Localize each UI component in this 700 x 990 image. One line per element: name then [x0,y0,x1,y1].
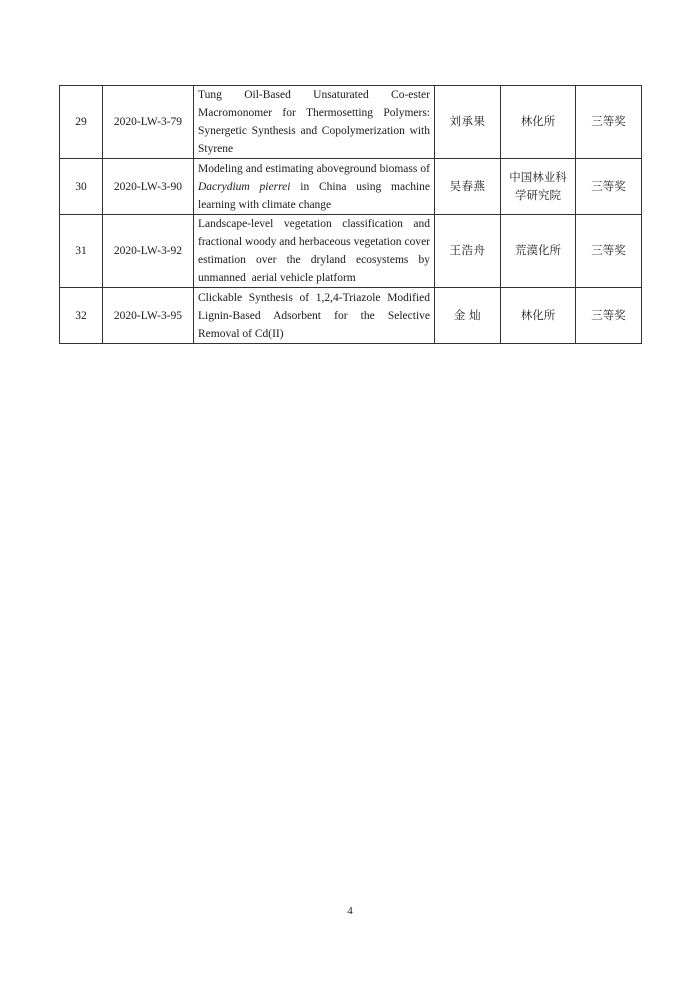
institution: 林化所 [501,288,576,344]
author-name [435,288,501,344]
author-name-text: 王浩舟 [449,245,486,257]
awards-table [59,85,642,344]
row-number: 29 [60,86,103,159]
awards-table-body [60,86,642,344]
award-code: 2020-LW-3-90 [103,159,194,215]
row-number: 30 [60,159,103,215]
paper-title-text: Tung Oil-Based Unsaturated Co-ester Macromonomer for Thermosetting Polymers: Synergetic Synthesis and Copolymerization with Styrene [198,89,430,155]
table-row [60,288,642,344]
award-grade: 三等奖 [576,159,642,215]
award-code: 2020-LW-3-79 [103,86,194,159]
award-code: 2020-LW-3-95 [103,288,194,344]
author-name [435,215,501,288]
paper-title-text: in China using machine learning with climate change [198,180,430,211]
paper-title [194,159,435,215]
table-row [60,215,642,288]
author-name-text: 吴春燕 [449,180,486,193]
institution: 荒漠化所 [501,215,576,288]
paper-title [194,215,435,288]
table-row [60,86,642,159]
table-row [60,159,642,215]
paper-title-text: Modeling and estimating aboveground biomass of [198,162,430,175]
award-code: 2020-LW-3-92 [103,215,194,288]
institution: 林化所 [501,86,576,159]
author-name [435,86,501,159]
row-number: 32 [60,288,103,344]
page-number: 4 [347,905,353,917]
award-grade: 三等奖 [576,215,642,288]
award-grade: 三等奖 [576,86,642,159]
award-grade: 三等奖 [576,288,642,344]
author-name-text: 金 灿 [453,309,482,322]
author-name-text: 刘承果 [449,116,486,128]
paper-title [194,86,435,159]
row-number: 31 [60,215,103,288]
species-name-italic: Dacrydium pierrei [198,180,291,193]
paper-title-text: Clickable Synthesis of 1,2,4-Triazole Modified Lignin-Based Adsorbent for the Selective Removal of Cd(II) [198,291,430,340]
paper-title [194,288,435,344]
author-name [435,159,501,215]
institution: 中国林业科学研究院 [501,159,576,215]
paper-title-text: Landscape-level vegetation classification and fractional woody and herbaceous vegetation cover estimation over the dryland ecosystems by unmanned aerial vehicle platform [198,218,433,284]
